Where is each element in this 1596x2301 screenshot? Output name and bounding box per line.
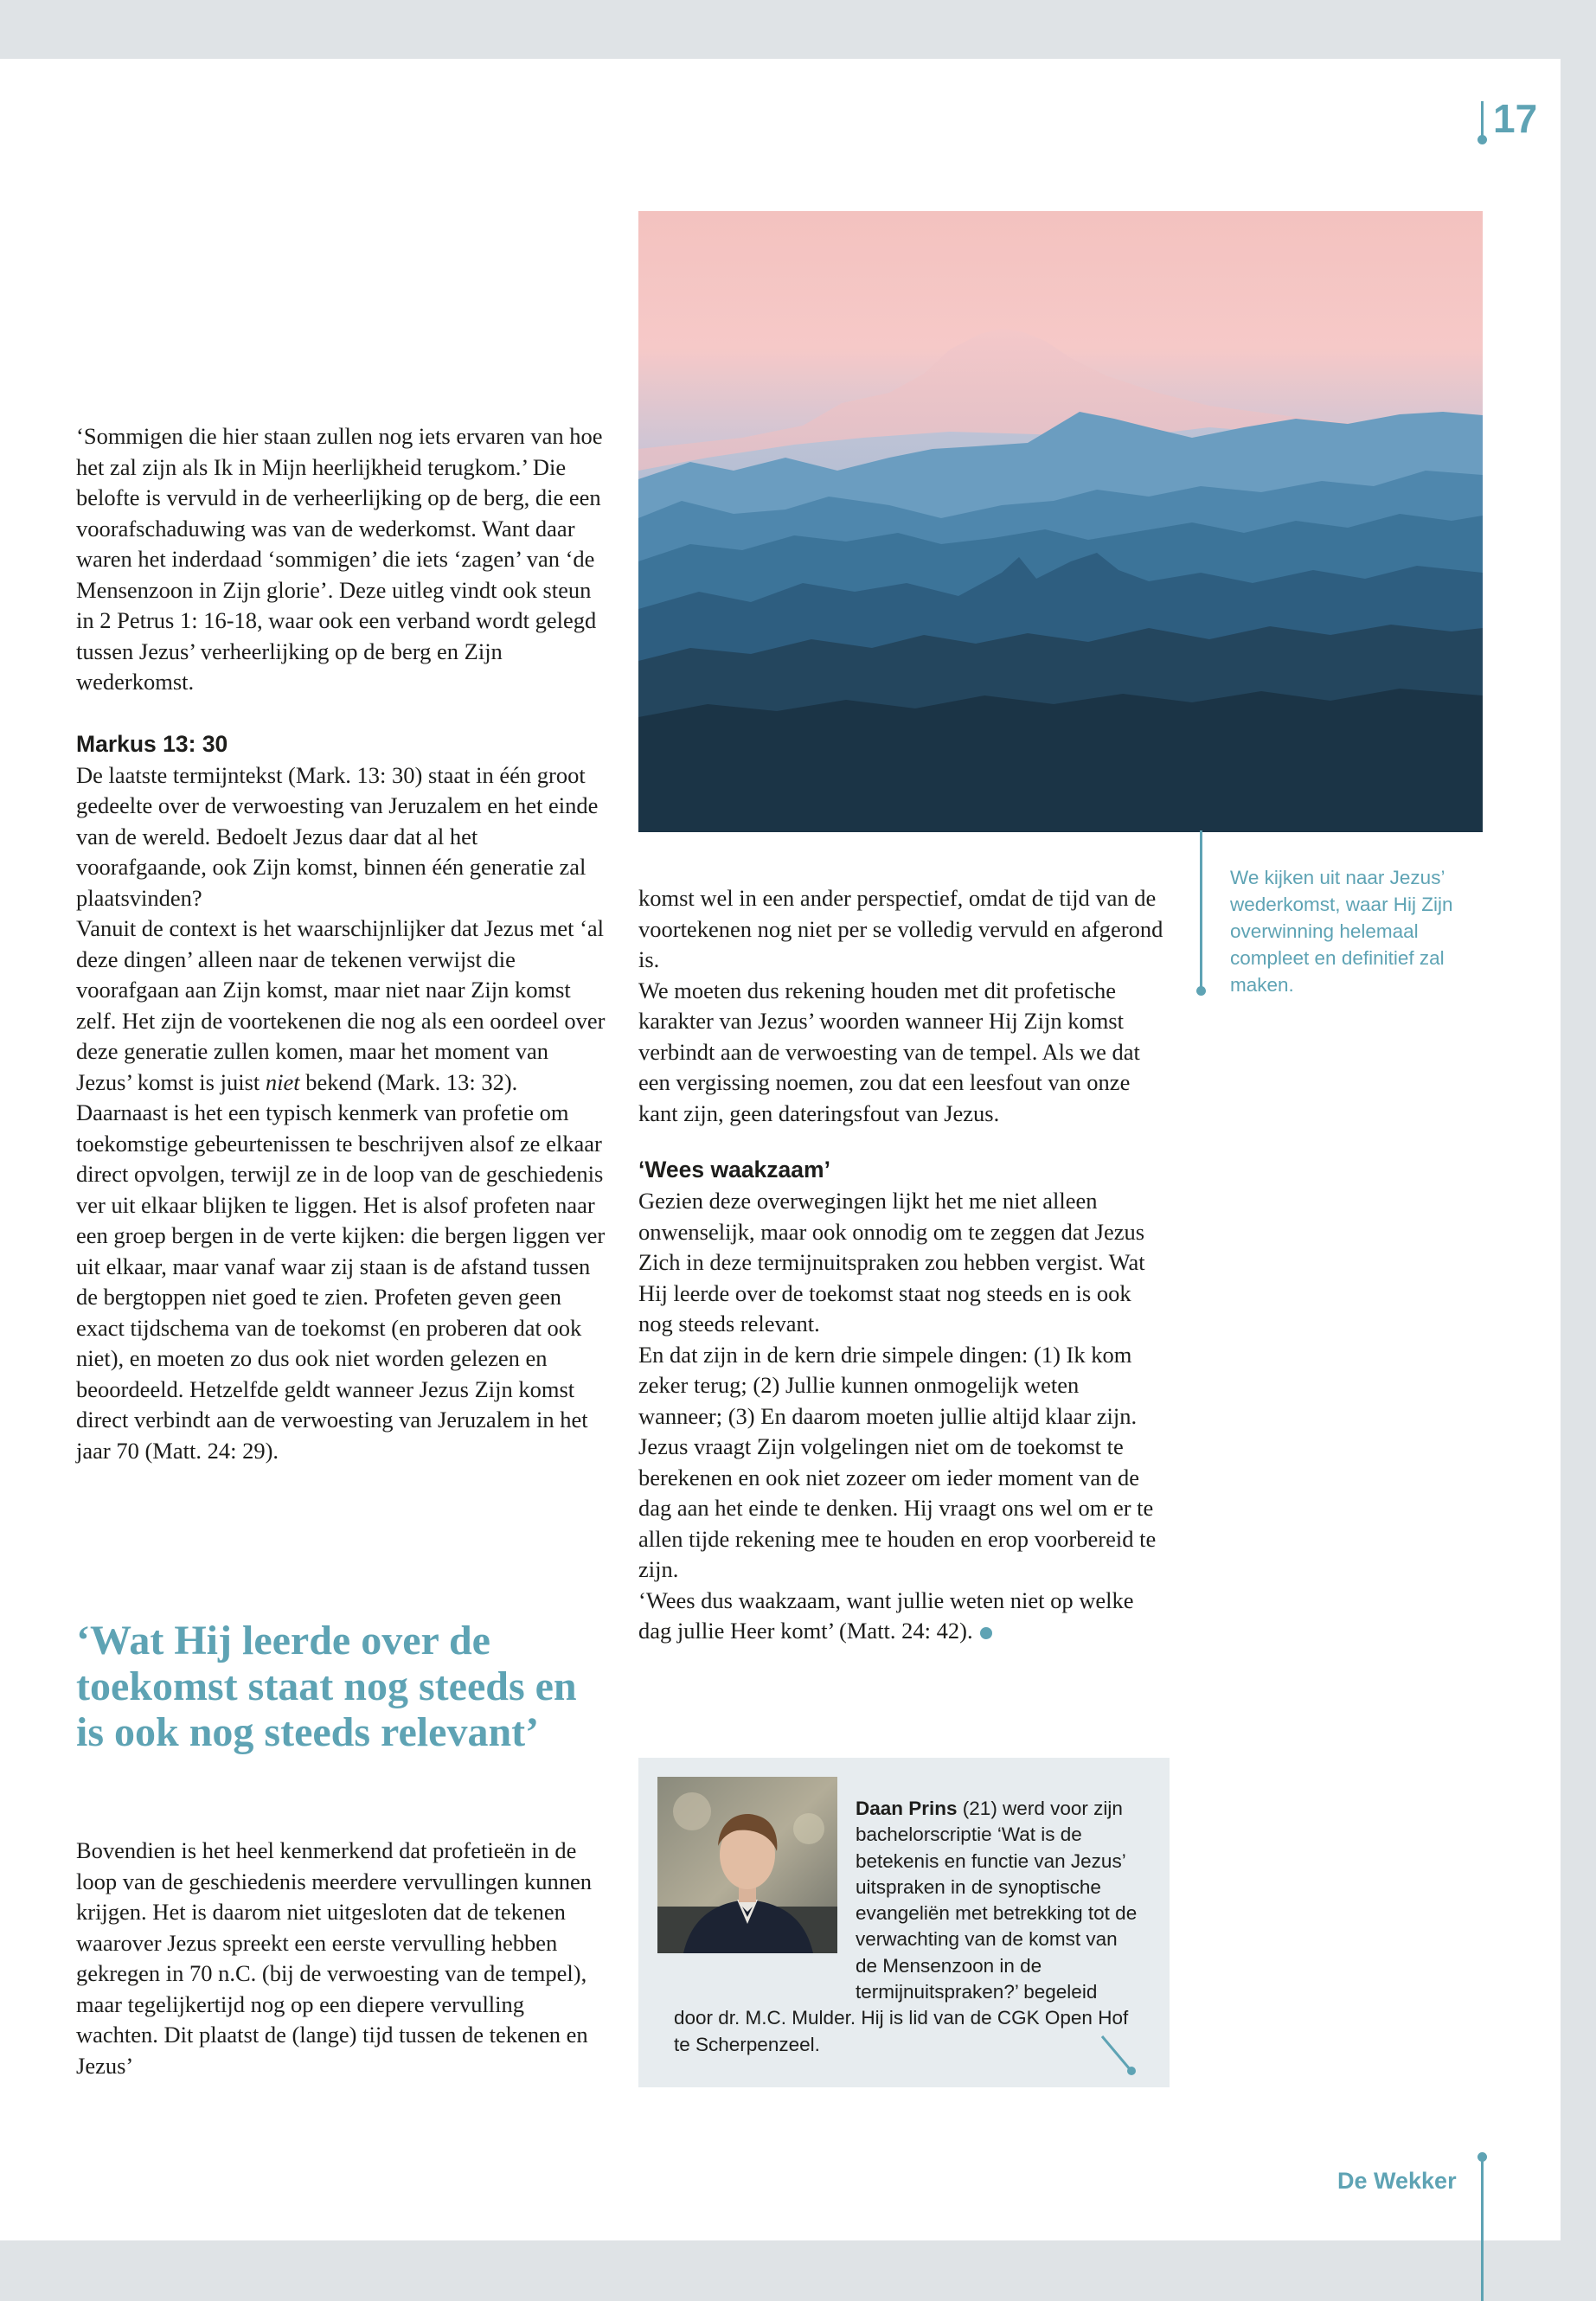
section-heading: ‘Wees waakzaam’ (638, 1157, 830, 1183)
magazine-name: De Wekker (1337, 2168, 1457, 2194)
mountain-photo (638, 211, 1483, 832)
column-1-text (76, 421, 606, 1466)
end-mark-dot (980, 1627, 992, 1639)
column-2-text (638, 883, 1168, 1647)
side-quote: We kijken uit naar Jezus’ wederkomst, waar Hij Zijn overwinning helemaal compleet en definitief zal maken. (1230, 867, 1453, 996)
page-number-dot (1477, 135, 1487, 144)
page-number: 17 (1493, 96, 1538, 141)
paragraph: We moeten dus rekening houden met dit profetische karakter van Jezus’ woorden wanneer Hij Zijn komst verbindt aan de verwoesting van de tempel. Als we dat een vergissing noemen, zou dat een leesfout van onze kant zijn, geen dateringsfout van Jezus. (638, 977, 1140, 1126)
paragraph: Vanuit de context is het waarschijnlijker dat Jezus met ‘al deze dingen’ alleen naar de tekenen verwijst die voorafgaan aan Zijn komst, maar niet naar Zijn komst zelf. Het zijn de voortekenen die nog als een oordeel over deze generatie zullen komen, maar het moment van Jezus’ komst is juist niet bekend (Mark. 13: 32). (76, 915, 606, 1095)
paragraph: komst wel in een ander perspectief, omdat de tijd van de voortekenen nog niet per se volledig vervuld en afgerond is. (638, 885, 1163, 972)
author-bio-text: Daan Prins (21) werd voor zijn bachelorscriptie ‘Wat is de betekenis en functie van Jezus’ uitspraken in de synoptische evangeliën met betrekking tot de verwachting van de komst van de Mensenzoon in de termijnuitspraken?’ begeleid door dr. M.C. Mulder. Hij is lid van de CGK Open Hof te Scherpenzeel. (674, 1798, 1138, 2055)
pull-quote: ‘Wat Hij leerde over de toekomst staat nog steeds en is ook nog steeds relevant’ (76, 1618, 577, 1755)
paragraph: Bovendien is het heel kenmerkend dat profetieën in de loop van de geschiedenis meerdere vervullingen kunnen krijgen. Het is daarom niet uitgesloten dat de tekenen waarover Jezus spreekt een eerste vervulling hebben gekregen in 70 n.C. (bij de verwoesting van de tempel), maar tegelijkertijd nog op een diepere vervulling wachten. Dit plaatst de (lange) tijd tussen de tekenen en Jezus’ (76, 1837, 593, 2079)
paragraph: ‘Wees dus waakzaam, want jullie weten niet op welke dag jullie Heer komt’ (Matt. 24: 42). (638, 1586, 1134, 1644)
footer-dot (1477, 2152, 1487, 2162)
paragraph: Daarnaast is het een typisch kenmerk van profetie om toekomstige gebeurtenissen te beschrijven alsof ze elkaar direct opvolgen, terwijl ze in de loop van de geschiedenis ver uit elkaar blijken te liggen. Het is alsof profeten naar een groep bergen in de verte kijken: die bergen liggen ver uit elkaar, maar vanaf waar zij staan is de afstand tussen de bergtoppen niet goed te zien. Profeten geven geen exact tijdschema van de toekomst (en proberen dat ook niet), en moeten zo dus ook niet worden gelezen en beoordeeld. Hetzelfde geldt wanneer Jezus Zijn komst direct verbindt aan de verwoesting van Jeruzalem in het jaar 70 (Matt. 24: 29). (76, 1099, 606, 1464)
paragraph: De laatste termijntekst (Mark. 13: 30) staat in één groot gedeelte over de verwoesting van Jeruzalem en het einde van de wereld. Bedoelt Jezus daar dat al het voorafgaande, ook Zijn komst, binnen één generatie zal plaatsvinden? (76, 761, 599, 911)
paragraph: Gezien deze overwegingen lijkt het me niet alleen onwenselijk, maar ook onnodig om te zeggen dat Jezus Zich in deze termijnuitspraken zou hebben vergist. Wat Hij leerde over de toekomst staat nog steeds en is ook nog steeds relevant. (638, 1188, 1145, 1336)
paragraph: ‘Sommigen die hier staan zullen nog iets ervaren van hoe het zal zijn als Ik in Mijn heerlijkheid terugkom.’ Die belofte is vervuld in de verheerlijking op de berg, die een voorafschaduwing was van de wederkomst. Want daar waren het inderdaad ‘sommigen’ die iets ‘zagen’ van ‘de Mensenzoon in Zijn glorie’. Deze uitleg vindt ook steun in 2 Petrus 1: 16-18, waar ook een verband wordt gelegd tussen Jezus’ verheerlijking op de berg en Zijn wederkomst. (76, 423, 603, 695)
column-1-continued (76, 1836, 606, 2081)
section-heading: Markus 13: 30 (76, 730, 228, 757)
author-bio-box (638, 1758, 1170, 2087)
author-name: Daan Prins (856, 1798, 958, 1819)
footer-rule (1481, 2156, 1484, 2301)
bio-arrow-mark (1099, 2033, 1142, 2078)
side-quote-rule (1200, 830, 1202, 990)
paragraph: En dat zijn in de kern drie simpele dingen: (1) Ik kom zeker terug; (2) Jullie kunnen onmogelijk weten wanneer; (3) En daarom moeten jullie altijd klaar zijn. Jezus vraagt Zijn volgelingen niet om de toekomst te berekenen en ook niet zozeer om ieder moment van de dag aan het einde te denken. Hij vraagt ons wel om er te allen tijde rekening mee te houden en erop voorbereid te zijn. (638, 1341, 1157, 1582)
side-quote-dot (1196, 986, 1206, 996)
